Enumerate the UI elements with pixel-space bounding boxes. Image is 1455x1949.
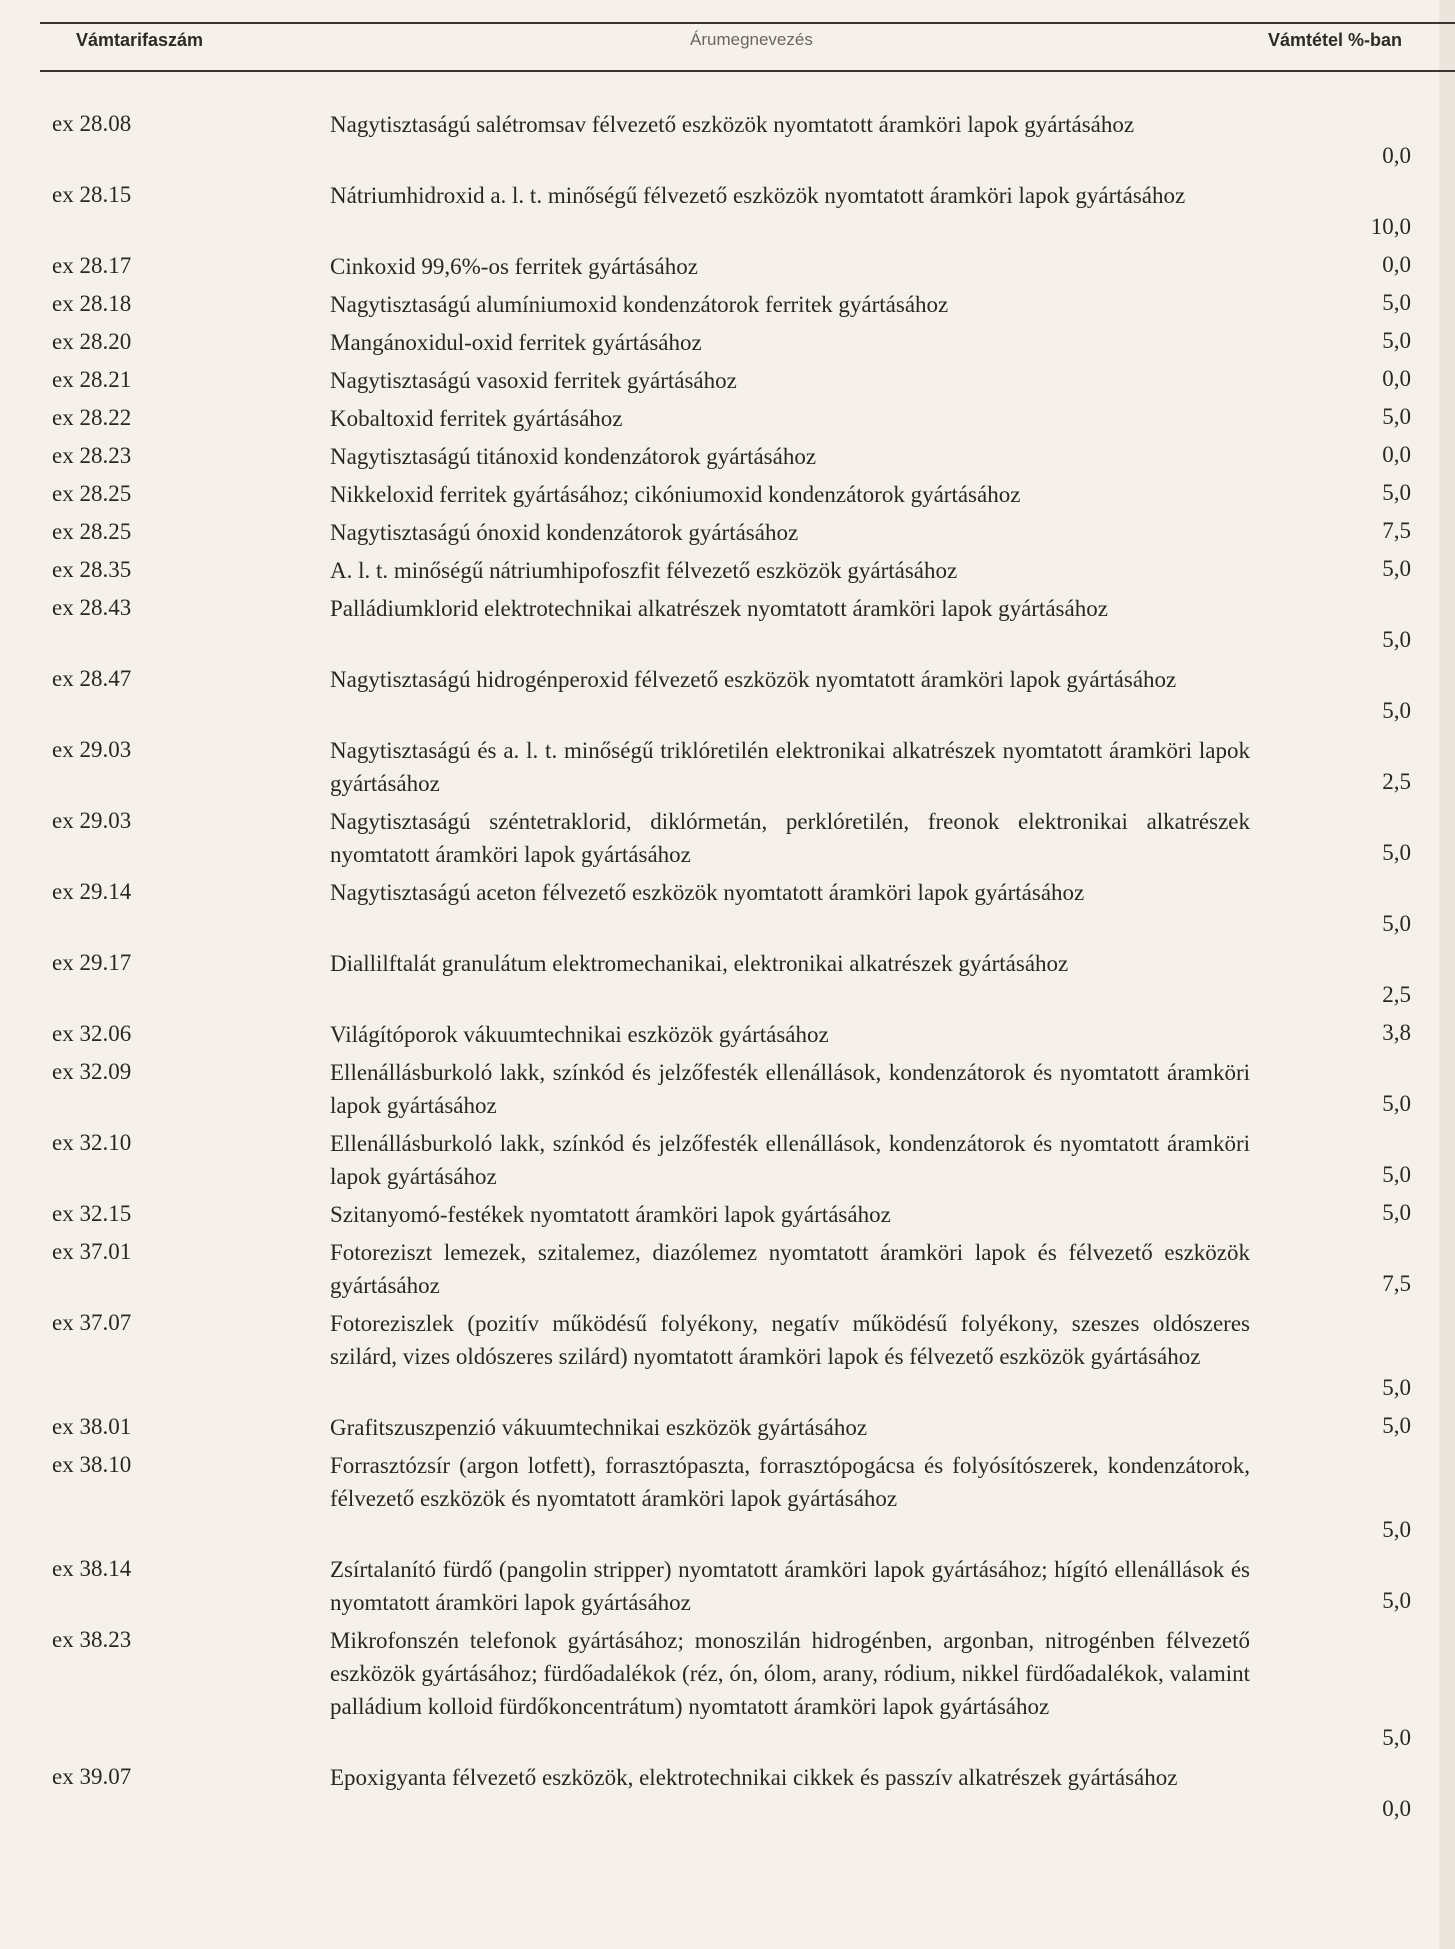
item-description: Nagytisztaságú alumíniumoxid kondenzátorok ferritek gyártásához [330, 292, 949, 317]
header-code: Vámtarifaszám [76, 30, 204, 50]
table-row [0, 250, 1455, 288]
item-description: Forrasztózsír (argon lotfett), forrasztópaszta, forrasztópogácsa és folyósítószerek, kondenzátorok, félvezető eszközök és nyomtatott áramköri lapok gyártásához [330, 1453, 1250, 1511]
table-row [0, 1056, 1455, 1127]
header-name: Árumegnevezés [690, 30, 813, 49]
item-description: Grafitszuszpenzió vákuumtechnikai eszközök gyártásához [330, 1415, 868, 1440]
top-rule [40, 22, 1455, 24]
duty-rate: 5,0 [1382, 627, 1411, 652]
table-row [0, 1411, 1455, 1449]
tariff-code: ex 32.09 [52, 1059, 132, 1084]
tariff-code: ex 29.03 [52, 737, 132, 762]
item-description: Szitanyomó-festékek nyomtatott áramköri lapok gyártásához [330, 1202, 891, 1227]
tariff-code: ex 37.01 [52, 1239, 132, 1264]
duty-rate: 5,0 [1382, 1588, 1411, 1613]
table-row [0, 179, 1455, 250]
table-row [0, 1553, 1455, 1624]
tariff-code: ex 38.14 [52, 1556, 132, 1581]
item-description: Fotoreziszt lemezek, szitalemez, diazólemez nyomtatott áramköri lapok és félvezető eszközök gyártásához [330, 1240, 1250, 1298]
tariff-code: ex 28.15 [52, 182, 132, 207]
tariff-code: ex 28.23 [52, 443, 132, 468]
item-description: Ellenállásburkoló lakk, színkód és jelzőfesték ellenállások, kondenzátorok és nyomtatott áramköri lapok gyártásához [330, 1060, 1250, 1118]
item-description: Diallilftalát granulátum elektromechanikai, elektronikai alkatrészek gyártásához [330, 951, 1069, 976]
item-description: Nagytisztaságú hidrogénperoxid félvezető eszközök nyomtatott áramköri lapok gyártásához [330, 667, 1177, 692]
duty-rate: 5,0 [1382, 1091, 1411, 1116]
table-row [0, 1198, 1455, 1236]
tariff-code: ex 28.25 [52, 519, 132, 544]
duty-rate: 5,0 [1382, 404, 1411, 429]
item-description: Kobaltoxid ferritek gyártásához [330, 406, 623, 431]
tariff-code: ex 28.17 [52, 253, 132, 278]
item-description: Világítóporok vákuumtechnikai eszközök gyártásához [330, 1022, 829, 1047]
item-description: Nagytisztaságú titánoxid kondenzátorok gyártásához [330, 444, 817, 469]
item-description: Ellenállásburkoló lakk, színkód és jelzőfesték ellenállások, kondenzátorok és nyomtatott áramköri lapok gyártásához [330, 1131, 1250, 1189]
item-description: Fotoreziszlek (pozitív működésű folyékony, negatív működésű folyékony, szeszes oldószeres szilárd, vizes oldószeres szilárd) nyomtatott áramköri lapok és félvezető eszközök gyártásához [330, 1311, 1250, 1369]
item-description: A. l. t. minőségű nátriumhipofoszfit félvezető eszközök gyártásához [330, 558, 958, 583]
duty-rate: 0,0 [1382, 366, 1411, 391]
duty-rate: 0,0 [1382, 143, 1411, 168]
tariff-code: ex 37.07 [52, 1310, 132, 1335]
item-description: Mangánoxidul-oxid ferritek gyártásához [330, 330, 702, 355]
duty-rate: 2,5 [1382, 769, 1411, 794]
tariff-code: ex 29.03 [52, 808, 132, 833]
duty-rate: 2,5 [1382, 982, 1411, 1007]
item-description: Epoxigyanta félvezető eszközök, elektrotechnikai cikkek és passzív alkatrészek gyártásához [330, 1765, 1178, 1790]
duty-rate: 5,0 [1382, 1162, 1411, 1187]
duty-rate: 0,0 [1382, 442, 1411, 467]
table-row [0, 592, 1455, 663]
duty-rate: 5,0 [1382, 328, 1411, 353]
duty-rate: 5,0 [1382, 1413, 1411, 1438]
tariff-code: ex 32.15 [52, 1201, 132, 1226]
tariff-code: ex 28.22 [52, 405, 132, 430]
duty-rate: 5,0 [1382, 1200, 1411, 1225]
duty-rate: 5,0 [1382, 840, 1411, 865]
item-description: Cinkoxid 99,6%-os ferritek gyártásához [330, 254, 698, 279]
duty-rate: 0,0 [1382, 252, 1411, 277]
table-row [0, 876, 1455, 947]
tariff-code: ex 28.35 [52, 557, 132, 582]
table-row [0, 1624, 1455, 1761]
item-description: Palládiumklorid elektrotechnikai alkatrészek nyomtatott áramköri lapok gyártásához [330, 596, 1108, 621]
header-rule [40, 70, 1455, 72]
tariff-code: ex 29.14 [52, 879, 132, 904]
duty-rate: 5,0 [1382, 290, 1411, 315]
tariff-code: ex 39.07 [52, 1764, 132, 1789]
item-description: Nagytisztaságú ónoxid kondenzátorok gyártásához [330, 520, 799, 545]
duty-rate: 5,0 [1382, 556, 1411, 581]
item-description: Nagytisztaságú széntetraklorid, diklórmetán, perklóretilén, freonok elektronikai alkatrészek nyomtatott áramköri lapok gyártásához [330, 809, 1250, 867]
tariff-code: ex 38.01 [52, 1414, 132, 1439]
tariff-code: ex 32.10 [52, 1130, 132, 1155]
tariff-code: ex 32.06 [52, 1021, 132, 1046]
table-row [0, 1761, 1455, 1832]
table-row [0, 364, 1455, 402]
tariff-code: ex 28.21 [52, 367, 132, 392]
tariff-table [0, 108, 1455, 1832]
table-row [0, 478, 1455, 516]
table-row [0, 554, 1455, 592]
duty-rate: 0,0 [1382, 1796, 1411, 1821]
table-row [0, 1236, 1455, 1307]
duty-rate: 7,5 [1382, 518, 1411, 543]
duty-rate: 5,0 [1382, 1725, 1411, 1750]
table-row [0, 516, 1455, 554]
item-description: Nátriumhidroxid a. l. t. minőségű félvezető eszközök nyomtatott áramköri lapok gyártásához [330, 183, 1186, 208]
table-row [0, 288, 1455, 326]
item-description: Nikkeloxid ferritek gyártásához; cikóniumoxid kondenzátorok gyártásához [330, 482, 1021, 507]
tariff-code: ex 29.17 [52, 950, 132, 975]
header-rate: Vámtétel %-ban [1268, 30, 1403, 50]
item-description: Nagytisztaságú aceton félvezető eszközök nyomtatott áramköri lapok gyártásához [330, 880, 1085, 905]
table-row [0, 1127, 1455, 1198]
tariff-code: ex 28.18 [52, 291, 132, 316]
table-row [0, 947, 1455, 1018]
duty-rate: 3,8 [1382, 1020, 1411, 1045]
duty-rate: 5,0 [1382, 1375, 1411, 1400]
tariff-code: ex 28.43 [52, 595, 132, 620]
tariff-code: ex 28.25 [52, 481, 132, 506]
table-row [0, 1449, 1455, 1553]
tariff-code: ex 38.23 [52, 1627, 132, 1652]
duty-rate: 10,0 [1370, 214, 1411, 239]
item-description: Zsírtalanító fürdő (pangolin stripper) nyomtatott áramköri lapok gyártásához; hígító ellenállások és nyomtatott áramköri lapok gyártásához [330, 1557, 1250, 1615]
table-row [0, 1018, 1455, 1056]
table-row [0, 440, 1455, 478]
table-row [0, 1307, 1455, 1411]
table-row [0, 326, 1455, 364]
item-description: Nagytisztaságú salétromsav félvezető eszközök nyomtatott áramköri lapok gyártásához [330, 112, 1135, 137]
table-row [0, 734, 1455, 805]
item-description: Nagytisztaságú vasoxid ferritek gyártásához [330, 368, 737, 393]
tariff-code: ex 28.47 [52, 666, 132, 691]
table-row [0, 805, 1455, 876]
table-row [0, 663, 1455, 734]
item-description: Nagytisztaságú és a. l. t. minőségű triklóretilén elektronikai alkatrészek nyomtatott áramköri lapok gyártásához [330, 738, 1250, 796]
tariff-code: ex 38.10 [52, 1452, 132, 1477]
duty-rate: 5,0 [1382, 911, 1411, 936]
tariff-code: ex 28.08 [52, 111, 132, 136]
duty-rate: 5,0 [1382, 698, 1411, 723]
table-row [0, 108, 1455, 179]
duty-rate: 5,0 [1382, 480, 1411, 505]
item-description: Mikrofonszén telefonok gyártásához; monoszilán hidrogénben, argonban, nitrogénben félvezető eszközök gyártásához; fürdőadalékok (réz, ón, ólom, arany, ródium, nikkel fürdőadalékok, valamint palládium kolloid fürdőkoncentrátum) nyomtatott áramköri lapok gyártásához [330, 1628, 1250, 1719]
duty-rate: 7,5 [1382, 1271, 1411, 1296]
duty-rate: 5,0 [1382, 1517, 1411, 1542]
table-row [0, 402, 1455, 440]
tariff-code: ex 28.20 [52, 329, 132, 354]
